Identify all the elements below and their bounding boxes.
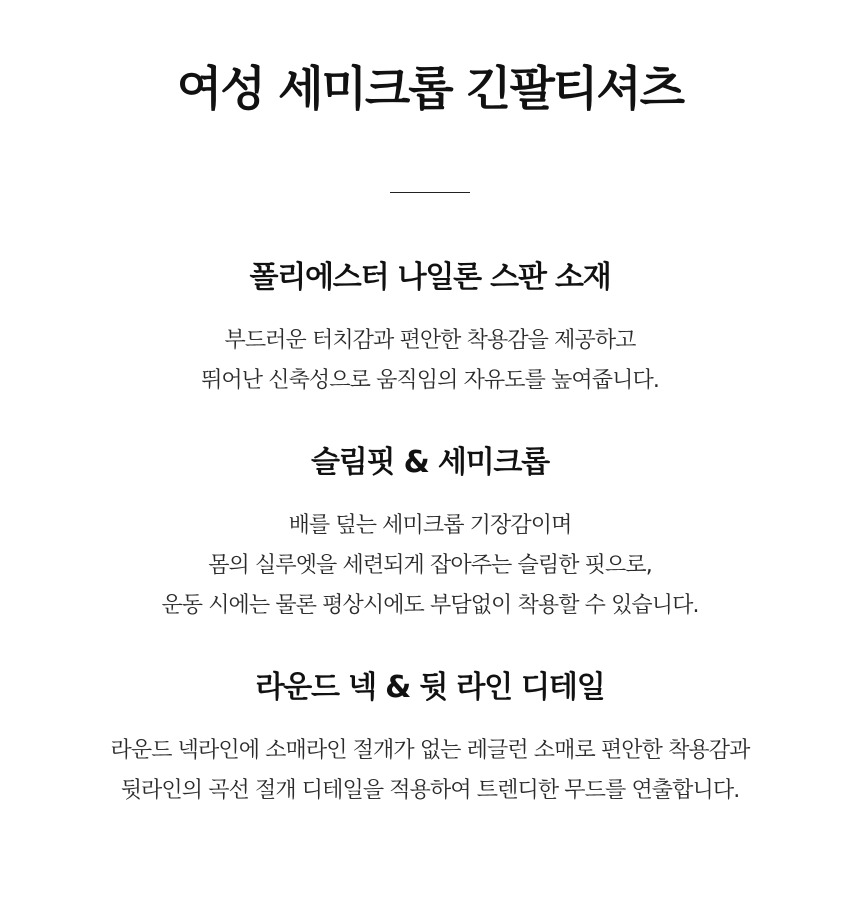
section-fit — [0, 443, 860, 626]
section-text-line: 운동 시에는 물론 평상시에도 부담없이 착용할 수 있습니다. — [161, 593, 699, 618]
section-text-line: 몸의 실루엣을 세련되게 잡아주는 슬림한 핏으로, — [208, 553, 652, 578]
section-body — [0, 731, 860, 811]
page-title: 여성 세미크롭 긴팔티셔츠 — [176, 62, 684, 117]
title-divider — [390, 192, 470, 193]
section-neckline — [0, 668, 860, 811]
section-text-line: 뛰어난 신축성으로 움직임의 자유도를 높여줍니다. — [201, 368, 659, 393]
section-body — [0, 506, 860, 626]
section-heading: 슬림핏 & 세미크롭 — [311, 445, 549, 480]
section-heading: 폴리에스터 나일론 스판 소재 — [249, 260, 611, 295]
section-text-line: 부드러운 터치감과 편안한 착용감을 제공하고 — [224, 328, 636, 353]
section-material — [0, 258, 860, 401]
section-heading: 라운드 넥 & 뒷 라인 디테일 — [255, 670, 605, 705]
section-text-line: 라운드 넥라인에 소매라인 절개가 없는 레글런 소매로 편안한 착용감과 — [110, 738, 750, 763]
section-body — [0, 321, 860, 401]
section-text-line: 뒷라인의 곡선 절개 디테일을 적용하여 트렌디한 무드를 연출합니다. — [120, 778, 740, 803]
section-text-line: 배를 덮는 세미크롭 기장감이며 — [288, 513, 572, 538]
